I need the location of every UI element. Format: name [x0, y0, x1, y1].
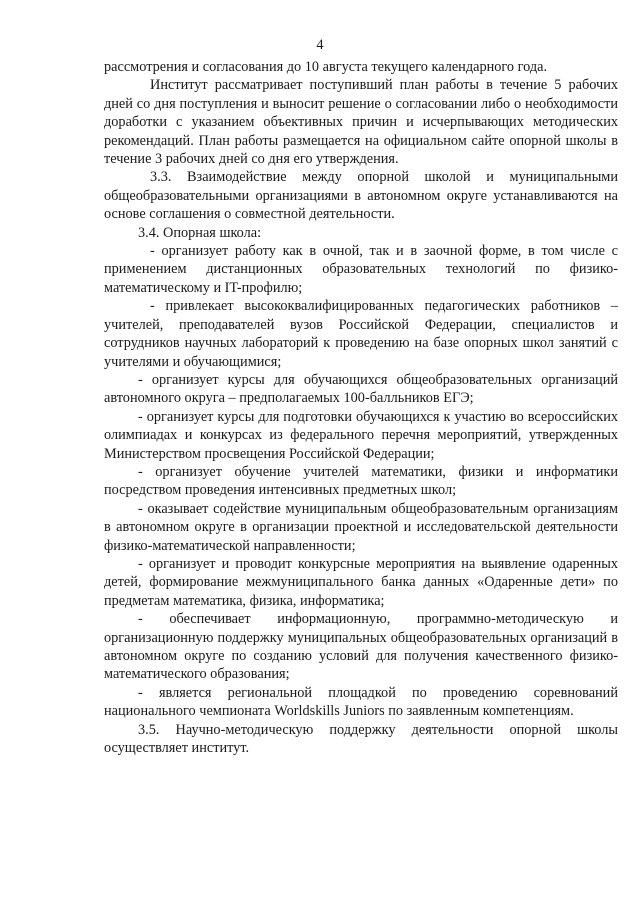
document-body: [104, 58, 618, 757]
list-item: - организует курсы для подготовки обучающихся к участию во всероссийских олимпиадах и конкурсах из федерального перечня мероприятий, утвержденных Министерством просвещения Российской Федерации;: [104, 408, 618, 462]
list-item: - организует работу как в очной, так и в заочной форме, в том числе с применением дистанционных образовательных технологий по физико-математическому и IT-профилю;: [104, 243, 618, 296]
paragraph-3-3: 3.3. Взаимодействие между опорной школой и муниципальными общеобразовательными организациями в автономном округе устанавливаются на основе соглашения о совместной деятельности.: [104, 169, 618, 223]
page-number: 4: [316, 37, 324, 53]
list-item: - обеспечивает информационную, программно-методическую и организационную поддержку муниципальных общеобразовательных организаций в автономном округе по созданию условий для получения качественного физико-математического образования;: [104, 611, 618, 683]
paragraph-3-5: 3.5. Научно-методическую поддержку деятельности опорной школы осуществляет институт.: [104, 721, 618, 757]
paragraph-continuation: рассмотрения и согласования до 10 августа текущего календарного года.: [104, 59, 548, 75]
list-item: - организует и проводит конкурсные мероприятия на выявление одаренных детей, формирование межмуниципального банка данных «Одаренные дети» по предметам математика, физика, информатика;: [104, 555, 618, 609]
paragraph-3-4-heading: 3.4. Опорная школа:: [138, 224, 262, 241]
list-item: - организует обучение учителей математики, физики и информатики посредством проведения интенсивных предметных школ;: [104, 463, 618, 499]
list-item: - оказывает содействие муниципальным общеобразовательным организациям в автономном округе в организации проектной и исследовательской деятельности физико-математической направленности;: [104, 500, 618, 554]
list-item: - является региональной площадкой по проведению соревнований национального чемпионата Worldskills Juniors по заявленным компетенциям.: [104, 684, 618, 720]
list-item: - привлекает высококвалифицированных педагогических работников – учителей, преподавателей вузов Российской Федерации, специалистов и сотрудников научных лабораторий к проведению на базе опорных школ занятий с учителями и обучающимися;: [104, 298, 618, 370]
list-item: - организует курсы для обучающихся общеобразовательных организаций автономного округа – предполагаемых 100-балльников ЕГЭ;: [104, 371, 618, 407]
paragraph-plan-review: Институт рассматривает поступивший план работы в течение 5 рабочих дней со дня поступления и выносит решение о согласовании либо о необходимости доработки с указанием объективных причин и исчерпывающих методических рекомендаций. План работы размещается на официальном сайте опорной школы в течение 3 рабочих дней со дня его утверждения.: [104, 77, 618, 168]
